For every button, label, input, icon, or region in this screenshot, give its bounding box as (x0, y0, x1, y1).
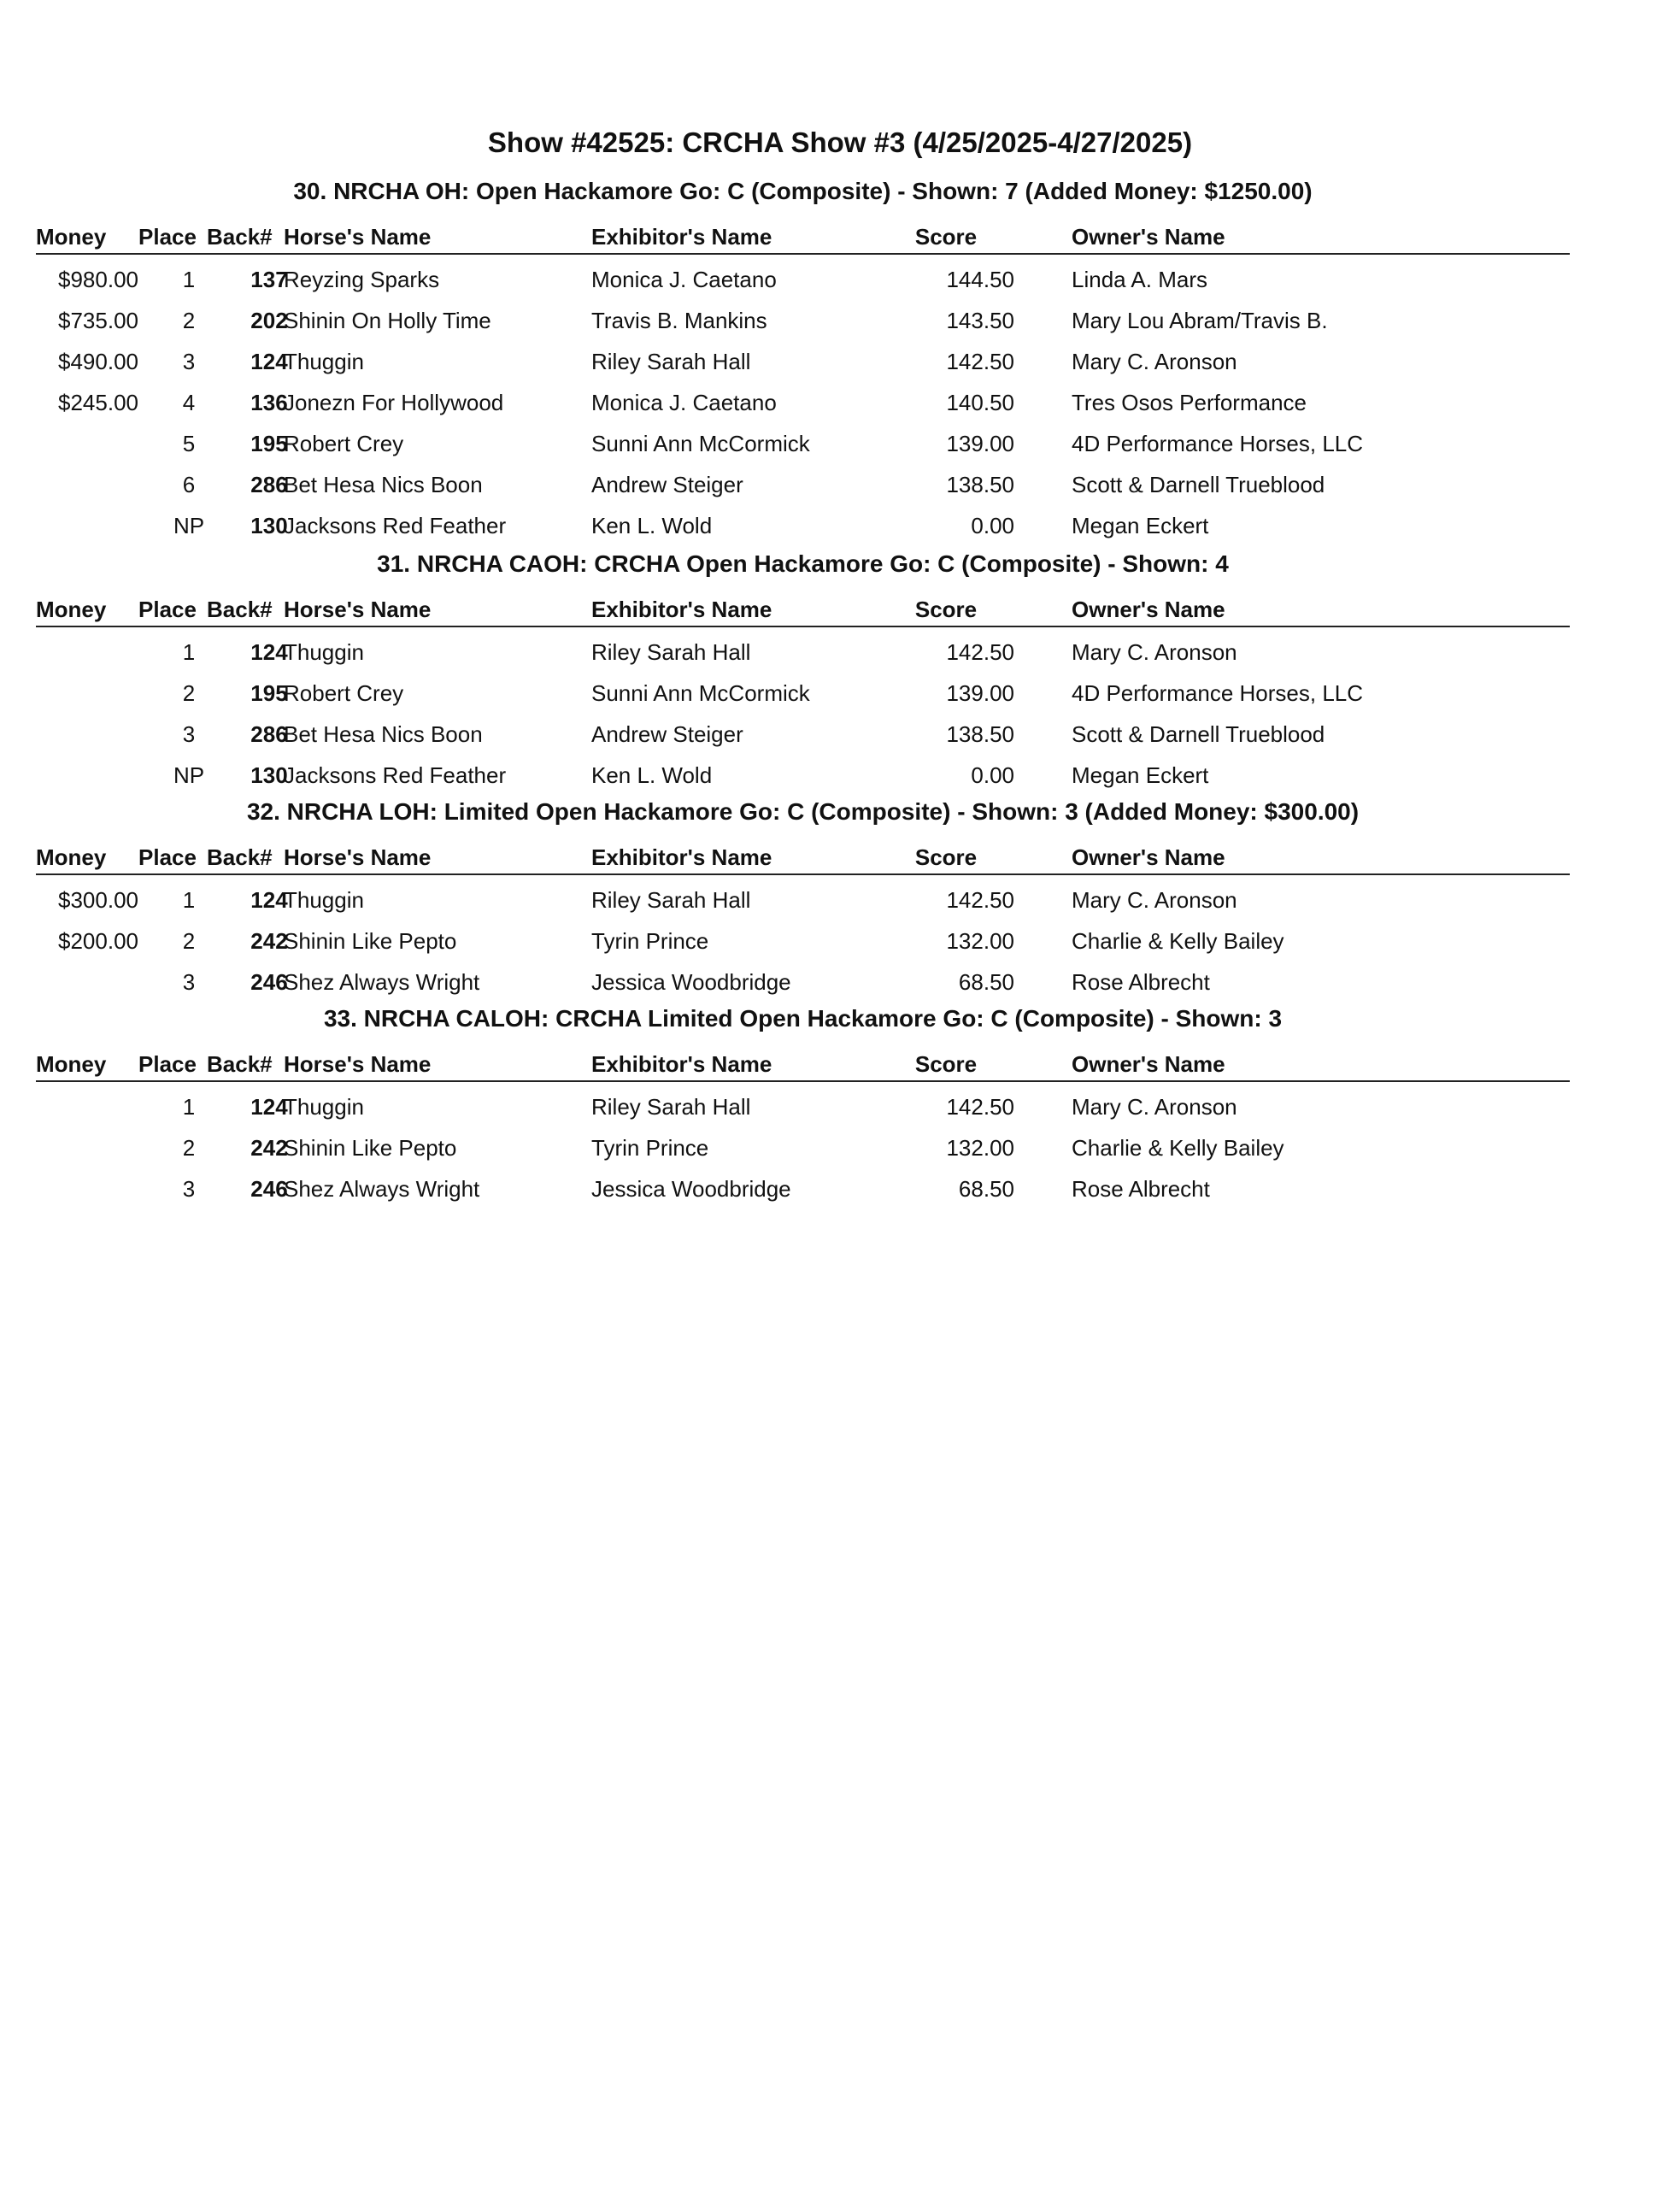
owner-name-cell: Scott & Darnell Trueblood (1072, 721, 1325, 747)
table-row (36, 509, 1570, 544)
header-score: Score (914, 597, 978, 622)
score-cell: 139.00 (946, 680, 1014, 706)
money-cell: $245.00 (58, 390, 138, 415)
header-place: Place (138, 224, 197, 250)
exhibitor-name-cell: Riley Sarah Hall (591, 349, 751, 374)
back-number-cell: 286 (250, 472, 288, 497)
horse-name-cell: Shinin Like Pepto (284, 1135, 457, 1161)
back-number-cell: 246 (250, 1176, 288, 1202)
score-cell: 142.50 (946, 639, 1014, 665)
owner-name-cell: Rose Albrecht (1072, 1176, 1210, 1202)
place-cell: 2 (182, 308, 196, 333)
score-cell: 142.50 (946, 1094, 1014, 1120)
back-number-cell: 286 (250, 721, 288, 747)
back-number-cell: 246 (250, 969, 288, 995)
horse-name-cell: Bet Hesa Nics Boon (284, 472, 483, 497)
place-cell: NP (173, 762, 205, 788)
exhibitor-name-cell: Ken L. Wold (591, 513, 713, 538)
place-cell: 3 (182, 721, 196, 747)
horse-name-cell: Jacksons Red Feather (284, 513, 507, 538)
owner-name-cell: 4D Performance Horses, LLC (1072, 431, 1364, 456)
table-row (36, 468, 1570, 503)
score-cell: 138.50 (946, 721, 1014, 747)
horse-name-cell: Shinin Like Pepto (284, 928, 457, 954)
horse-name-cell: Reyzing Sparks (284, 267, 440, 292)
exhibitor-name-cell: Monica J. Caetano (591, 267, 777, 292)
section-title: 31. NRCHA CAOH: CRCHA Open Hackamore Go: C (Composite) - Shown: 4 (377, 550, 1229, 577)
owner-name-cell: Megan Eckert (1072, 513, 1209, 538)
exhibitor-name-cell: Sunni Ann McCormick (591, 680, 810, 706)
exhibitor-name-cell: Tyrin Prince (591, 1135, 709, 1161)
header-exhibitor: Exhibitor's Name (591, 1051, 772, 1077)
back-number-cell: 195 (250, 680, 288, 706)
horse-name-cell: Shez Always Wright (284, 1176, 480, 1202)
money-cell: $300.00 (58, 887, 138, 913)
table-header (36, 593, 1570, 627)
header-owner: Owner's Name (1072, 224, 1225, 250)
table-row (36, 1173, 1570, 1207)
back-number-cell: 136 (250, 390, 288, 415)
score-cell: 68.50 (958, 969, 1014, 995)
table-row (36, 386, 1570, 421)
score-cell: 142.50 (946, 887, 1014, 913)
exhibitor-name-cell: Riley Sarah Hall (591, 887, 751, 913)
table-row (36, 1132, 1570, 1166)
horse-name-cell: Robert Crey (284, 680, 404, 706)
table-row (36, 925, 1570, 959)
back-number-cell: 130 (250, 513, 288, 538)
header-money: Money (36, 597, 107, 622)
horse-name-cell: Thuggin (284, 1094, 364, 1120)
back-number-cell: 242 (250, 928, 288, 954)
money-cell: $980.00 (58, 267, 138, 292)
horse-name-cell: Shez Always Wright (284, 969, 480, 995)
place-cell: 1 (182, 887, 196, 913)
header-horse: Horse's Name (284, 1051, 432, 1077)
header-place: Place (138, 1051, 197, 1077)
section-title: 32. NRCHA LOH: Limited Open Hackamore Go: C (Composite) - Shown: 3 (Added Money: $300.00) (246, 798, 1360, 825)
show-title: Show #42525: CRCHA Show #3 (4/25/2025-4/27/2025) (487, 126, 1193, 158)
owner-name-cell: Tres Osos Performance (1072, 390, 1307, 415)
header-money: Money (36, 1051, 107, 1077)
back-number-cell: 124 (250, 639, 288, 665)
place-cell: 1 (182, 639, 196, 665)
owner-name-cell: Mary C. Aronson (1072, 349, 1237, 374)
exhibitor-name-cell: Sunni Ann McCormick (591, 431, 810, 456)
owner-name-cell: Mary Lou Abram/Travis B. (1072, 308, 1328, 333)
header-back: Back# (207, 224, 273, 250)
owner-name-cell: Mary C. Aronson (1072, 887, 1237, 913)
owner-name-cell: Linda A. Mars (1072, 267, 1207, 292)
score-cell: 144.50 (946, 267, 1014, 292)
header-money: Money (36, 844, 107, 870)
horse-name-cell: Robert Crey (284, 431, 404, 456)
back-number-cell: 137 (250, 267, 288, 292)
header-owner: Owner's Name (1072, 1051, 1225, 1077)
horse-name-cell: Shinin On Holly Time (284, 308, 491, 333)
place-cell: 6 (182, 472, 196, 497)
header-back: Back# (207, 597, 273, 622)
exhibitor-name-cell: Travis B. Mankins (591, 308, 767, 333)
exhibitor-name-cell: Ken L. Wold (591, 762, 713, 788)
back-number-cell: 124 (250, 349, 288, 374)
table-row (36, 718, 1570, 752)
money-cell: $200.00 (58, 928, 138, 954)
owner-name-cell: Rose Albrecht (1072, 969, 1210, 995)
owner-name-cell: 4D Performance Horses, LLC (1072, 680, 1364, 706)
header-horse: Horse's Name (284, 844, 432, 870)
table-header (36, 1048, 1570, 1082)
back-number-cell: 124 (250, 1094, 288, 1120)
place-cell: 1 (182, 267, 196, 292)
section-title: 33. NRCHA CALOH: CRCHA Limited Open Hackamore Go: C (Composite) - Shown: 3 (323, 1005, 1283, 1032)
exhibitor-name-cell: Monica J. Caetano (591, 390, 777, 415)
section-title: 30. NRCHA OH: Open Hackamore Go: C (Composite) - Shown: 7 (Added Money: $1250.00) (293, 178, 1313, 204)
place-cell: 2 (182, 1135, 196, 1161)
score-cell: 142.50 (946, 349, 1014, 374)
back-number-cell: 130 (250, 762, 288, 788)
exhibitor-name-cell: Riley Sarah Hall (591, 639, 751, 665)
table-header (36, 221, 1570, 255)
table-row (36, 966, 1570, 1000)
money-cell: $490.00 (58, 349, 138, 374)
place-cell: 3 (182, 349, 196, 374)
back-number-cell: 202 (250, 308, 288, 333)
exhibitor-name-cell: Jessica Woodbridge (591, 1176, 791, 1202)
header-horse: Horse's Name (284, 597, 432, 622)
exhibitor-name-cell: Andrew Steiger (591, 721, 743, 747)
owner-name-cell: Scott & Darnell Trueblood (1072, 472, 1325, 497)
header-owner: Owner's Name (1072, 597, 1225, 622)
table-row (36, 1091, 1570, 1125)
back-number-cell: 242 (250, 1135, 288, 1161)
table-row (36, 304, 1570, 338)
header-score: Score (914, 1051, 978, 1077)
owner-name-cell: Megan Eckert (1072, 762, 1209, 788)
horse-name-cell: Bet Hesa Nics Boon (284, 721, 483, 747)
exhibitor-name-cell: Riley Sarah Hall (591, 1094, 751, 1120)
header-exhibitor: Exhibitor's Name (591, 844, 772, 870)
header-score: Score (914, 844, 978, 870)
table-row (36, 263, 1570, 297)
owner-name-cell: Charlie & Kelly Bailey (1072, 928, 1284, 954)
score-cell: 143.50 (946, 308, 1014, 333)
horse-name-cell: Jonezn For Hollywood (284, 390, 504, 415)
table-row (36, 345, 1570, 379)
place-cell: 3 (182, 969, 196, 995)
score-cell: 132.00 (946, 1135, 1014, 1161)
exhibitor-name-cell: Andrew Steiger (591, 472, 743, 497)
header-horse: Horse's Name (284, 224, 432, 250)
table-row (36, 759, 1570, 793)
score-cell: 140.50 (946, 390, 1014, 415)
horse-name-cell: Thuggin (284, 349, 364, 374)
back-number-cell: 124 (250, 887, 288, 913)
place-cell: 4 (182, 390, 196, 415)
table-row (36, 677, 1570, 711)
place-cell: 3 (182, 1176, 196, 1202)
header-money: Money (36, 224, 107, 250)
score-cell: 138.50 (946, 472, 1014, 497)
header-back: Back# (207, 1051, 273, 1077)
horse-name-cell: Thuggin (284, 639, 364, 665)
header-score: Score (914, 224, 978, 250)
owner-name-cell: Mary C. Aronson (1072, 639, 1237, 665)
place-cell: 2 (182, 680, 196, 706)
score-cell: 0.00 (971, 762, 1014, 788)
money-cell: $735.00 (58, 308, 138, 333)
header-exhibitor: Exhibitor's Name (591, 224, 772, 250)
horse-name-cell: Thuggin (284, 887, 364, 913)
place-cell: 2 (182, 928, 196, 954)
place-cell: NP (173, 513, 205, 538)
table-header (36, 841, 1570, 875)
score-cell: 139.00 (946, 431, 1014, 456)
table-row (36, 884, 1570, 918)
owner-name-cell: Charlie & Kelly Bailey (1072, 1135, 1284, 1161)
exhibitor-name-cell: Tyrin Prince (591, 928, 709, 954)
header-place: Place (138, 844, 197, 870)
header-back: Back# (207, 844, 273, 870)
table-row (36, 427, 1570, 462)
score-cell: 0.00 (971, 513, 1014, 538)
back-number-cell: 195 (250, 431, 288, 456)
header-exhibitor: Exhibitor's Name (591, 597, 772, 622)
score-cell: 68.50 (958, 1176, 1014, 1202)
table-row (36, 636, 1570, 670)
header-place: Place (138, 597, 197, 622)
score-cell: 132.00 (946, 928, 1014, 954)
exhibitor-name-cell: Jessica Woodbridge (591, 969, 791, 995)
place-cell: 1 (182, 1094, 196, 1120)
horse-name-cell: Jacksons Red Feather (284, 762, 507, 788)
place-cell: 5 (182, 431, 196, 456)
owner-name-cell: Mary C. Aronson (1072, 1094, 1237, 1120)
header-owner: Owner's Name (1072, 844, 1225, 870)
